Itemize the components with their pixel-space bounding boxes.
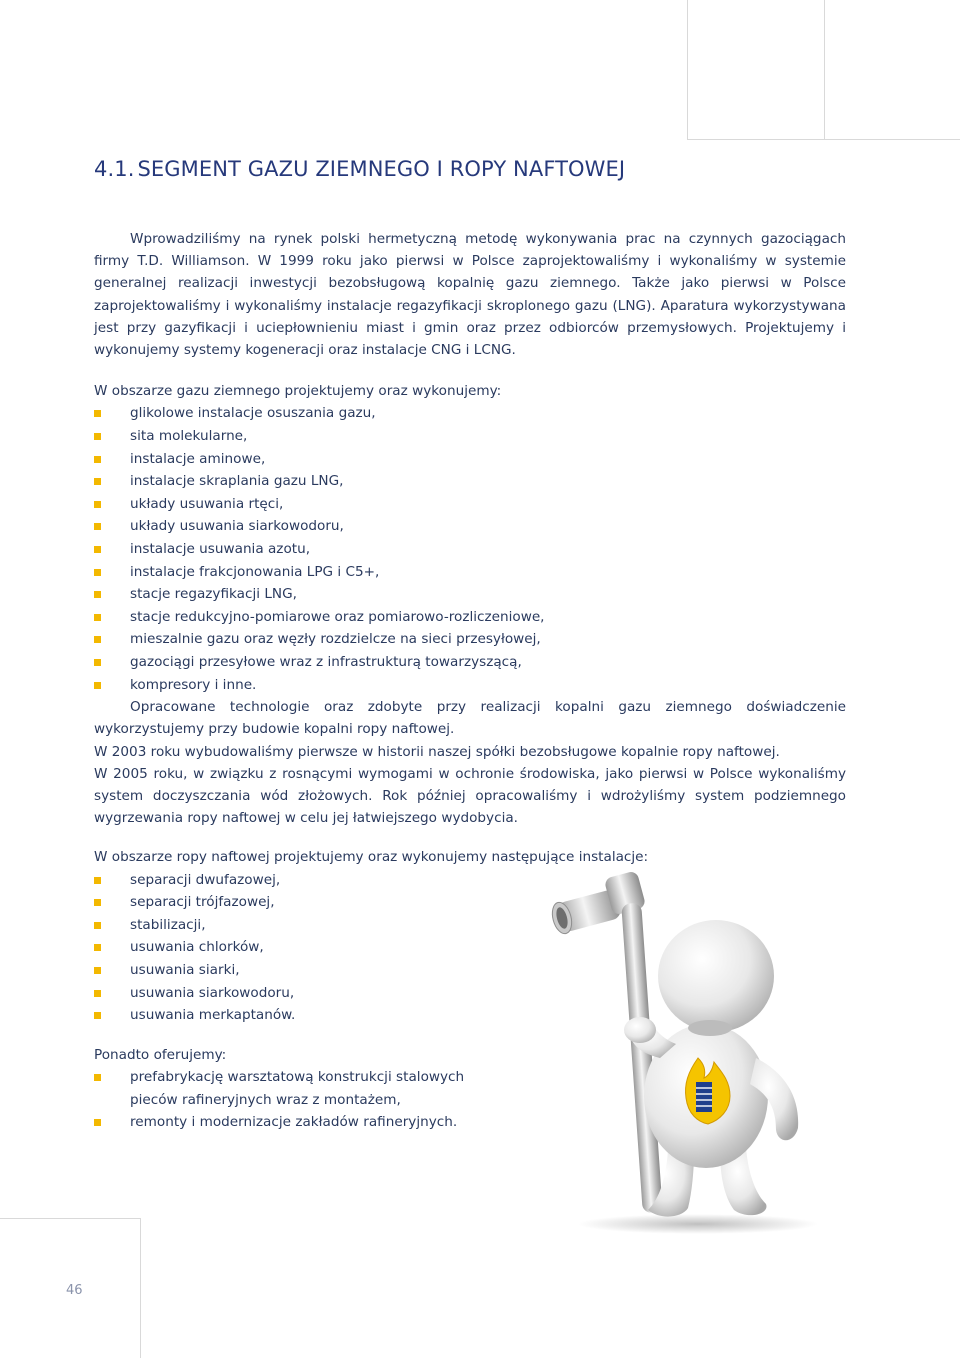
list-item <box>94 651 846 674</box>
bullet-icon <box>94 990 101 997</box>
list-item <box>94 583 846 606</box>
list-item-text: prefabrykację warsztatową konstrukcji stalowych <box>130 1068 465 1085</box>
bullet-icon <box>94 877 101 884</box>
oil-list-heading: W obszarze ropy naftowej projektujemy oraz wykonujemy następujące instalacje: <box>94 849 649 866</box>
list-item-text: separacji trójfazowej, <box>130 894 275 911</box>
list-item <box>94 674 846 697</box>
list-item-text: usuwania siarki, <box>130 961 240 978</box>
gas-list-heading: W obszarze gazu ziemnego projektujemy oraz wykonujemy: <box>94 383 502 400</box>
corner-frame-top <box>687 0 960 140</box>
list-item-text: stabilizacji, <box>130 916 206 933</box>
list-item-text: separacji dwufazowej, <box>130 871 281 888</box>
mascot-with-wrench-illustration <box>548 858 868 1238</box>
bullet-icon <box>94 546 101 553</box>
list-item <box>94 606 846 629</box>
page-number: 46 <box>66 1283 83 1298</box>
list-item <box>94 493 846 516</box>
list-item-text: kompresory i inne. <box>130 676 257 693</box>
year-2005-paragraph: W 2005 roku, w związku z rosnącymi wymogami w ochronie środowiska, jako pierwsi w Polsce wykonaliśmy system doczyszczania wód złożowych. Rok później opracowaliśmy i wdrożyliśmy system podziemnego wygrzewania ropy naftowej w celu jej łatwiejszego wydobycia. <box>94 765 846 827</box>
mascot-neck <box>688 1020 732 1036</box>
list-item-text: instalacje aminowe, <box>130 450 266 467</box>
bullet-icon <box>94 636 101 643</box>
list-item-text: instalacje frakcjonowania LPG i C5+, <box>130 563 380 580</box>
corner-frame-divider <box>824 0 825 139</box>
year-2003-paragraph: W 2003 roku wybudowaliśmy pierwsze w historii naszej spółki bezobsługowe kopalnie ropy naftowej. <box>94 743 780 760</box>
technology-paragraph: Opracowane technologie oraz zdobyte przy realizacji kopalni gazu ziemnego doświadczenie wykorzystujemy przy budowie kopalni ropy naftowej. <box>94 699 846 738</box>
bullet-icon <box>94 922 101 929</box>
list-item-text: układy usuwania rtęci, <box>130 495 284 512</box>
bullet-icon <box>94 569 101 576</box>
list-item <box>94 402 846 425</box>
list-item <box>94 561 846 584</box>
bullet-icon <box>94 944 101 951</box>
list-item-text: stacje regazyfikacji LNG, <box>130 586 297 603</box>
list-item-text: glikolowe instalacje osuszania gazu, <box>130 405 376 422</box>
bullet-icon <box>94 523 101 530</box>
list-item-text: układy usuwania siarkowodoru, <box>130 518 344 535</box>
list-item-text: stacje redukcyjno-pomiarowe oraz pomiarowo-rozliczeniowe, <box>130 608 545 625</box>
gas-list <box>94 402 846 696</box>
list-item-text: sita molekularne, <box>130 428 248 445</box>
intro-paragraph: Wprowadziliśmy na rynek polski hermetyczną metodę wykonywania prac na czynnych gazociągach firmy T.D. Williamson. W 1999 roku jako pierwsi w Polsce zaprojektowaliśmy i wykonaliśmy w systemie generalnej realizacji inwestycji bezobsługową kopalnię gazu ziemnego. Także jako pierwsi w Polsce zaprojektowaliśmy i wykonaliśmy instalacje regazyfikacji skroplonego gazu (LNG). Aparatura wykorzystywana jest przy gazyfikacji i uciepłownieniu miast i gmin oraz przez odbiorców przemysłowych. Projektujemy i wykonujemy systemy kogeneracji oraz instalacje CNG i LCNG. <box>94 231 846 359</box>
mascot-head <box>658 920 774 1032</box>
list-item-text: usuwania merkaptanów. <box>130 1007 296 1024</box>
list-item <box>94 470 846 493</box>
list-item-text: instalacje usuwania azotu, <box>130 540 311 557</box>
section-title-text: SEGMENT GAZU ZIEMNEGO I ROPY NAFTOWEJ <box>137 157 626 181</box>
bullet-icon <box>94 433 101 440</box>
bullet-icon <box>94 899 101 906</box>
section-title <box>94 157 625 181</box>
bullet-icon <box>94 967 101 974</box>
bullet-icon <box>94 1074 101 1081</box>
bullet-icon <box>94 682 101 689</box>
list-item-text: gazociągi przesyłowe wraz z infrastrukturą towarzyszącą, <box>130 653 522 670</box>
list-item <box>94 515 846 538</box>
spacer <box>94 829 846 846</box>
mascot-hand-left <box>624 1017 656 1043</box>
list-item <box>94 425 846 448</box>
list-item <box>94 538 846 561</box>
section-number: 4.1. <box>94 157 135 181</box>
list-item <box>94 628 846 651</box>
offer-heading: Ponadto oferujemy: <box>94 1046 227 1063</box>
bullet-icon <box>94 456 101 463</box>
mascot-shadow <box>578 1214 818 1234</box>
bullet-icon <box>94 591 101 598</box>
bullet-icon <box>94 501 101 508</box>
list-item-text: instalacje skraplania gazu LNG, <box>130 473 344 490</box>
bullet-icon <box>94 659 101 666</box>
list-item-text: usuwania chlorków, <box>130 939 264 956</box>
bullet-icon <box>94 1012 101 1019</box>
list-item-text: mieszalnie gazu oraz węzły rozdzielcze na sieci przesyłowej, <box>130 631 541 648</box>
list-item-text: usuwania siarkowodoru, <box>130 984 295 1001</box>
list-item-text-continued: pieców rafineryjnych wraz z montażem, <box>130 1091 401 1108</box>
bullet-icon <box>94 478 101 485</box>
bullet-icon <box>94 1119 101 1126</box>
list-item <box>94 448 846 471</box>
bullet-icon <box>94 614 101 621</box>
bullet-icon <box>94 410 101 417</box>
list-item-text: remonty i modernizacje zakładów rafineryjnych. <box>130 1114 458 1131</box>
